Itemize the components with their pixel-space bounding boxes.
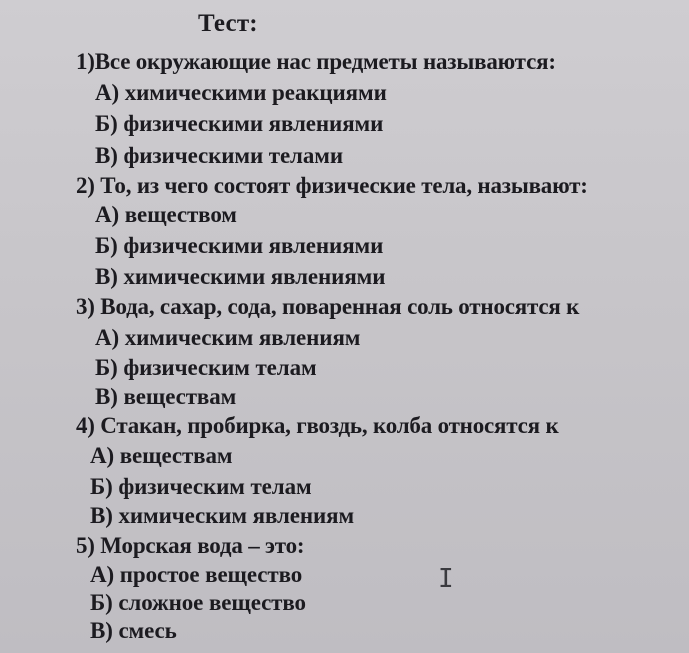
question-5-option-a: А) простое вещество bbox=[90, 562, 303, 587]
question-3-option-c: В) веществам bbox=[95, 384, 237, 409]
question-3-option-b: Б) физическим телам bbox=[95, 355, 317, 380]
question-3: 3) Вода, сахар, сода, поваренная соль относятся к bbox=[76, 294, 580, 319]
question-2-option-a: А) веществом bbox=[95, 202, 237, 227]
question-1-option-a: А) химическими реакциями bbox=[95, 80, 387, 105]
question-1: 1)Все окружающие нас предметы называются: bbox=[76, 49, 556, 74]
question-5: 5) Морская вода – это: bbox=[76, 533, 305, 558]
question-5-option-c: В) смесь bbox=[90, 618, 177, 643]
question-2-option-b: Б) физическими явлениями bbox=[95, 233, 384, 258]
question-4-option-b: Б) физическим телам bbox=[90, 474, 312, 499]
text-cursor-icon: I bbox=[438, 564, 454, 594]
question-1-option-c: В) физическими телами bbox=[95, 143, 343, 168]
question-4-option-c: В) химическим явлениям bbox=[90, 503, 355, 528]
page-title: Тест: bbox=[198, 10, 258, 37]
question-5-option-b: Б) сложное вещество bbox=[90, 590, 306, 615]
question-3-option-a: А) химическим явлениям bbox=[95, 325, 361, 350]
question-4-option-a: А) веществам bbox=[90, 443, 233, 468]
question-2: 2) То, из чего состоят физические тела, называют: bbox=[76, 173, 588, 198]
question-2-option-c: В) химическими явлениями bbox=[95, 264, 386, 289]
question-1-option-b: Б) физическими явлениями bbox=[95, 111, 384, 136]
question-4: 4) Стакан, пробирка, гвоздь, колба относятся к bbox=[76, 413, 559, 438]
